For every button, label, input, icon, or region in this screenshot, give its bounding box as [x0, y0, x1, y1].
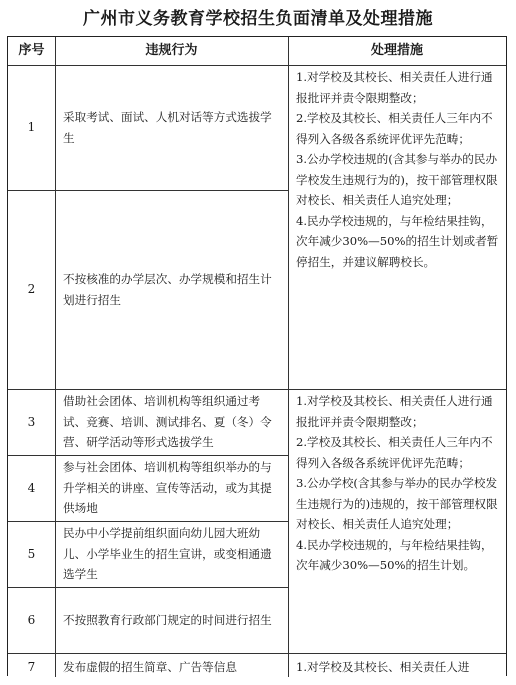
- row-3-violation-text: 借助社会团体、培训机构等组织通过考试、竞赛、培训、测试排名、夏（冬）令营、研学活动等形式选拔学生: [63, 394, 272, 450]
- row-1-violation: [55, 65, 288, 190]
- measures-1-item-4: 4.民办学校违规的，与年检结果挂钩，次年减少30%—50%的招生计划或者暂停招生，并建议解聘校长。: [296, 213, 499, 269]
- row-6-index: 6: [27, 612, 36, 627]
- measures-group-3: [288, 653, 506, 685]
- header-index: 序号: [18, 43, 45, 58]
- row-5-violation-text: 民办中小学提前组织面向幼儿园大班幼儿、小学毕业生的招生宣讲，或变相通遗选学生: [63, 526, 272, 582]
- header-measures: 处理措施: [370, 43, 423, 58]
- row-2-violation-text: 不按核准的办学层次、办学规模和招生计划进行招生: [63, 272, 272, 307]
- row-divider-1: [8, 190, 288, 191]
- row-5-index: 5: [27, 546, 36, 561]
- row-7-index: 7: [27, 660, 36, 674]
- row-1-index: 1: [27, 120, 36, 135]
- row-divider-3: [8, 455, 288, 456]
- row-5-violation: [55, 521, 288, 587]
- row-divider-4: [8, 521, 288, 522]
- row-divider-2: [8, 389, 506, 390]
- row-6-violation: [55, 587, 288, 653]
- row-2-index: 2: [27, 282, 36, 297]
- row-3-violation: [55, 389, 288, 455]
- negative-list-table: [7, 36, 507, 676]
- measures-3-item-1: 1.对学校及其校长、相关责任人进: [296, 660, 470, 674]
- measures-group-2: [288, 389, 506, 653]
- col-divider-1: [55, 37, 56, 677]
- row-7-violation-text: 发布虚假的招生简章、广告等信息: [63, 660, 237, 674]
- row-divider-5: [8, 587, 288, 588]
- row-4-violation: [55, 455, 288, 521]
- row-4-index: 4: [27, 480, 36, 495]
- row-3-index: 3: [27, 414, 36, 429]
- measures-1-item-3: 3.公办学校违规的(含其参与举办的民办学校发生违规行为的)，按干部管理权限对校长、相关责任人追究处理；: [296, 152, 498, 207]
- row-2-violation: [55, 190, 288, 389]
- row-1-violation-text: 采取考试、面试、人机对话等方式选拔学生: [63, 110, 272, 145]
- row-6-violation-text: 不按照教育行政部门规定的时间进行招生: [63, 612, 272, 627]
- row-4-violation-text: 参与社会团体、培训机构等组织举办的与升学相关的讲座、宣传等活动，或为其提供场地: [63, 460, 272, 516]
- measures-2-item-1: 1.对学校及其校长、相关责任人进行通报批评并责令限期整改；: [296, 394, 493, 429]
- document-title: 广州市义务教育学校招生负面清单及处理措施: [83, 9, 433, 29]
- row-divider-6: [8, 653, 506, 654]
- measures-2-item-3: 3.公办学校(含其参与举办的民办学校发生违规行为的)违规的，按干部管理权限对校长、相关责任人追究处理；: [296, 476, 498, 531]
- measures-2-item-2: 2.学校及其校长、相关责任人三年内不得列入各级各系统评优评先范畴；: [296, 435, 493, 470]
- row-divider-header: [8, 65, 506, 66]
- measures-2-item-4: 4.民办学校违规的，与年检结果挂钩，次年减少30%—50%的招生计划。: [296, 537, 493, 572]
- measures-1-item-1: 1.对学校及其校长、相关责任人进行通报批评并责令限期整改；: [296, 70, 493, 105]
- row-7-violation: [55, 653, 288, 685]
- col-divider-2: [288, 37, 289, 677]
- measures-group-1: [288, 65, 506, 389]
- measures-1-item-2: 2.学校及其校长、相关责任人三年内不得列入各级各系统评优评先范畴；: [296, 111, 493, 146]
- header-violation: 违规行为: [145, 43, 198, 58]
